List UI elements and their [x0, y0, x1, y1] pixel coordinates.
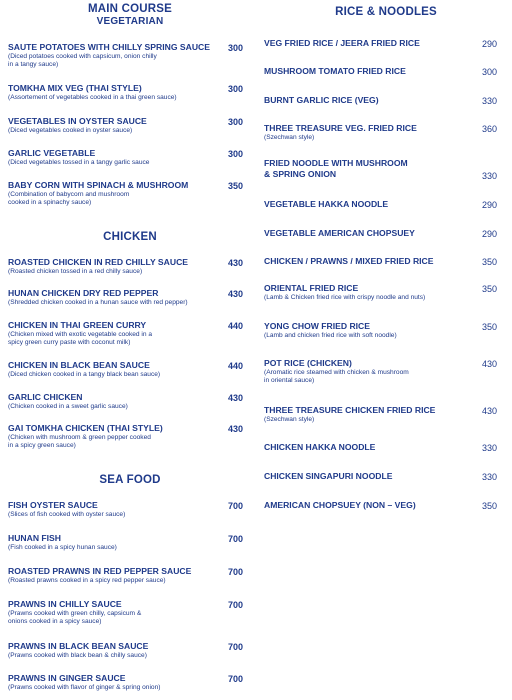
item-name: THREE TREASURE VEG. FRIED RICE	[264, 123, 417, 133]
menu-item	[8, 180, 188, 207]
item-name: GARLIC VEGETABLE	[8, 148, 96, 158]
menu-item	[264, 321, 397, 340]
item-desc: (Chicken with mushroom & green pepper cooked	[8, 434, 151, 441]
rice-noodles-heading: RICE & NOODLES	[335, 6, 437, 18]
item-price: 300	[228, 43, 244, 53]
menu-item	[264, 66, 406, 77]
menu-item	[8, 533, 117, 552]
menu-item	[264, 405, 435, 424]
vegetarian-subheading: VEGETARIAN	[96, 16, 164, 27]
item-desc: (Chicken cooked in a sweet garlic sauce)	[8, 403, 128, 410]
item-price: 430	[228, 258, 244, 268]
item-name: VEG FRIED RICE / JEERA FRIED RICE	[264, 38, 420, 48]
item-price: 300	[482, 67, 498, 77]
menu-item	[8, 42, 210, 69]
item-price: 350	[482, 257, 498, 267]
item-name: PRAWNS IN BLACK BEAN SAUCE	[8, 641, 149, 651]
item-price: 330	[482, 443, 498, 453]
item-desc: (Assortement of vegetables cooked in a thai green sauce)	[8, 94, 177, 101]
menu-item	[8, 83, 177, 102]
item-desc: (Roasted prawns cooked in a spicy red pepper sauce)	[8, 577, 166, 584]
item-name: ROASTED CHICKEN IN RED CHILLY SAUCE	[8, 257, 189, 267]
item-name: SAUTE POTATOES WITH CHILLY SPRING SAUCE	[8, 42, 210, 52]
item-name: CHICKEN HAKKA NOODLE	[264, 442, 376, 452]
item-price: 350	[482, 322, 498, 332]
item-name: PRAWNS IN GINGER SAUCE	[8, 673, 126, 683]
item-desc: (Szechwan style)	[264, 416, 315, 423]
item-price: 430	[482, 359, 498, 369]
menu-item	[264, 158, 408, 180]
menu-item	[264, 256, 434, 267]
item-price: 700	[228, 674, 244, 684]
menu-item	[264, 283, 425, 302]
item-name: YONG CHOW FRIED RICE	[264, 321, 370, 331]
item-desc: spicy green curry paste with coconut milk)	[8, 339, 131, 347]
item-name: CHICKEN IN BLACK BEAN SAUCE	[8, 360, 150, 370]
menu-item	[8, 392, 128, 411]
item-name: ORIENTAL FRIED RICE	[264, 283, 359, 293]
item-price: 350	[228, 181, 244, 191]
item-price: 430	[228, 393, 244, 403]
item-desc: in a tangy sauce)	[8, 61, 59, 69]
item-name: AMERICAN CHOPSUEY (NON – VEG)	[264, 500, 416, 510]
item-name: THREE TREASURE CHICKEN FRIED RICE	[264, 405, 436, 415]
menu-item	[264, 38, 420, 49]
item-name: GAI TOMKHA CHICKEN (THAI STYLE)	[8, 423, 163, 433]
item-price: 330	[482, 171, 498, 181]
item-desc: (Roasted chicken tossed in a red chilly sauce)	[8, 268, 143, 275]
item-price: 700	[228, 501, 244, 511]
item-name: & SPRING ONION	[264, 169, 337, 179]
item-price: 440	[228, 361, 244, 371]
item-desc: (Combination of babycorn and mushroom	[8, 191, 130, 198]
item-price: 430	[228, 289, 244, 299]
item-name: GARLIC CHICKEN	[8, 392, 83, 402]
menu-item	[264, 442, 375, 453]
menu-item	[8, 673, 160, 692]
item-price: 300	[228, 84, 244, 94]
item-price: 300	[228, 117, 244, 127]
item-desc: (Szechwan style)	[264, 134, 315, 141]
item-price: 350	[482, 501, 498, 511]
item-name: VEGETABLE AMERICAN CHOPSUEY	[264, 228, 415, 238]
item-price: 700	[228, 534, 244, 544]
item-price: 360	[482, 124, 498, 134]
menu-item	[8, 566, 191, 585]
item-name: BURNT GARLIC RICE (VEG)	[264, 95, 379, 105]
item-desc: cooked in a spinachy sauce)	[8, 199, 92, 207]
menu-item	[264, 228, 415, 239]
menu-item	[8, 148, 149, 167]
menu-item	[8, 288, 188, 307]
item-desc: (Diced chicken cooked in a tangy black bean sauce)	[8, 371, 161, 378]
item-desc: (Diced vegetables cooked in oyster sauce)	[8, 127, 133, 134]
menu-item	[8, 641, 148, 660]
item-price: 430	[482, 406, 498, 416]
menu-item	[264, 500, 416, 511]
menu-item	[264, 199, 388, 210]
item-price: 700	[228, 600, 244, 610]
item-price: 700	[228, 642, 244, 652]
menu-item	[8, 360, 160, 379]
item-desc: (Prawns cooked with flavor of ginger & spring onion)	[8, 684, 161, 691]
item-price: 350	[482, 284, 498, 294]
item-name: TOMKHA MIX VEG (THAI STYLE)	[8, 83, 142, 93]
item-price: 290	[482, 200, 498, 210]
item-name: MUSHROOM TOMATO FRIED RICE	[264, 66, 406, 76]
menu-item	[264, 123, 417, 142]
item-name: BABY CORN WITH SPINACH & MUSHROOM	[8, 180, 189, 190]
item-price: 440	[228, 321, 244, 331]
item-desc: (Lamb and chicken fried rice with soft noodle)	[264, 332, 397, 339]
item-name: CHICKEN / PRAWNS / MIXED FRIED RICE	[264, 256, 434, 266]
item-desc: in a spicy green sauce)	[8, 442, 76, 450]
item-price: 330	[482, 96, 498, 106]
item-price: 290	[482, 229, 498, 239]
item-desc: in oriental sauce)	[264, 377, 315, 385]
item-price: 300	[228, 149, 244, 159]
item-name: POT RICE (CHICKEN)	[264, 358, 352, 368]
item-name: VEGETABLE HAKKA NOODLE	[264, 199, 389, 209]
menu-item	[8, 599, 141, 626]
item-price: 290	[482, 39, 498, 49]
item-name: VEGETABLES IN OYSTER SAUCE	[8, 116, 147, 126]
item-name: HUNAN CHICKEN DRY RED PEPPER	[8, 288, 159, 298]
menu-item	[8, 423, 163, 450]
menu-item	[264, 358, 409, 385]
item-desc: (Aromatic rice steamed with chicken & mushroom	[264, 369, 409, 376]
item-name: CHICKEN SINGAPURI NOODLE	[264, 471, 393, 481]
sea-food-heading: SEA FOOD	[99, 474, 161, 486]
item-name: ROASTED PRAWNS IN RED PEPPER SAUCE	[8, 566, 192, 576]
item-name: FISH OYSTER SAUCE	[8, 500, 98, 510]
item-desc: (Diced potatoes cooked with capsicum, onion chilly	[8, 53, 157, 60]
item-desc: (Lamb & Chicken fried rice with crispy noodle and nuts)	[264, 294, 426, 301]
menu-item	[8, 320, 152, 347]
chicken-heading: CHICKEN	[103, 231, 157, 243]
item-desc: (Chicken mixed with exotic vegetable cooked in a	[8, 331, 153, 338]
menu-item	[264, 471, 392, 482]
item-desc: (Fish cooked in a spicy hunan sauce)	[8, 544, 117, 551]
item-desc: onions cooked in a spicy sauce)	[8, 618, 102, 626]
item-desc: (Shredded chicken cooked in a hunan sauce with red pepper)	[8, 299, 188, 306]
item-price: 330	[482, 472, 498, 482]
item-price: 700	[228, 567, 244, 577]
main-course-heading: MAIN COURSE	[88, 3, 172, 15]
menu-item	[8, 116, 147, 135]
item-name: FRIED NOODLE WITH MUSHROOM	[264, 158, 408, 168]
item-desc: (Slices of fish cooked with oyster sauce)	[8, 511, 126, 518]
item-desc: (Prawns cooked with black bean & chilly sauce)	[8, 652, 147, 659]
menu-item	[8, 257, 188, 276]
item-price: 430	[228, 424, 244, 434]
item-desc: (Prawns cooked with green chilly, capsicum &	[8, 610, 142, 617]
menu-item	[264, 95, 379, 106]
item-desc: (Diced vegetables tossed in a tangy garlic sauce	[8, 159, 150, 166]
item-name: HUNAN FISH	[8, 533, 61, 543]
menu-item	[8, 500, 125, 519]
item-name: CHICKEN IN THAI GREEN CURRY	[8, 320, 147, 330]
item-name: PRAWNS IN CHILLY SAUCE	[8, 599, 122, 609]
